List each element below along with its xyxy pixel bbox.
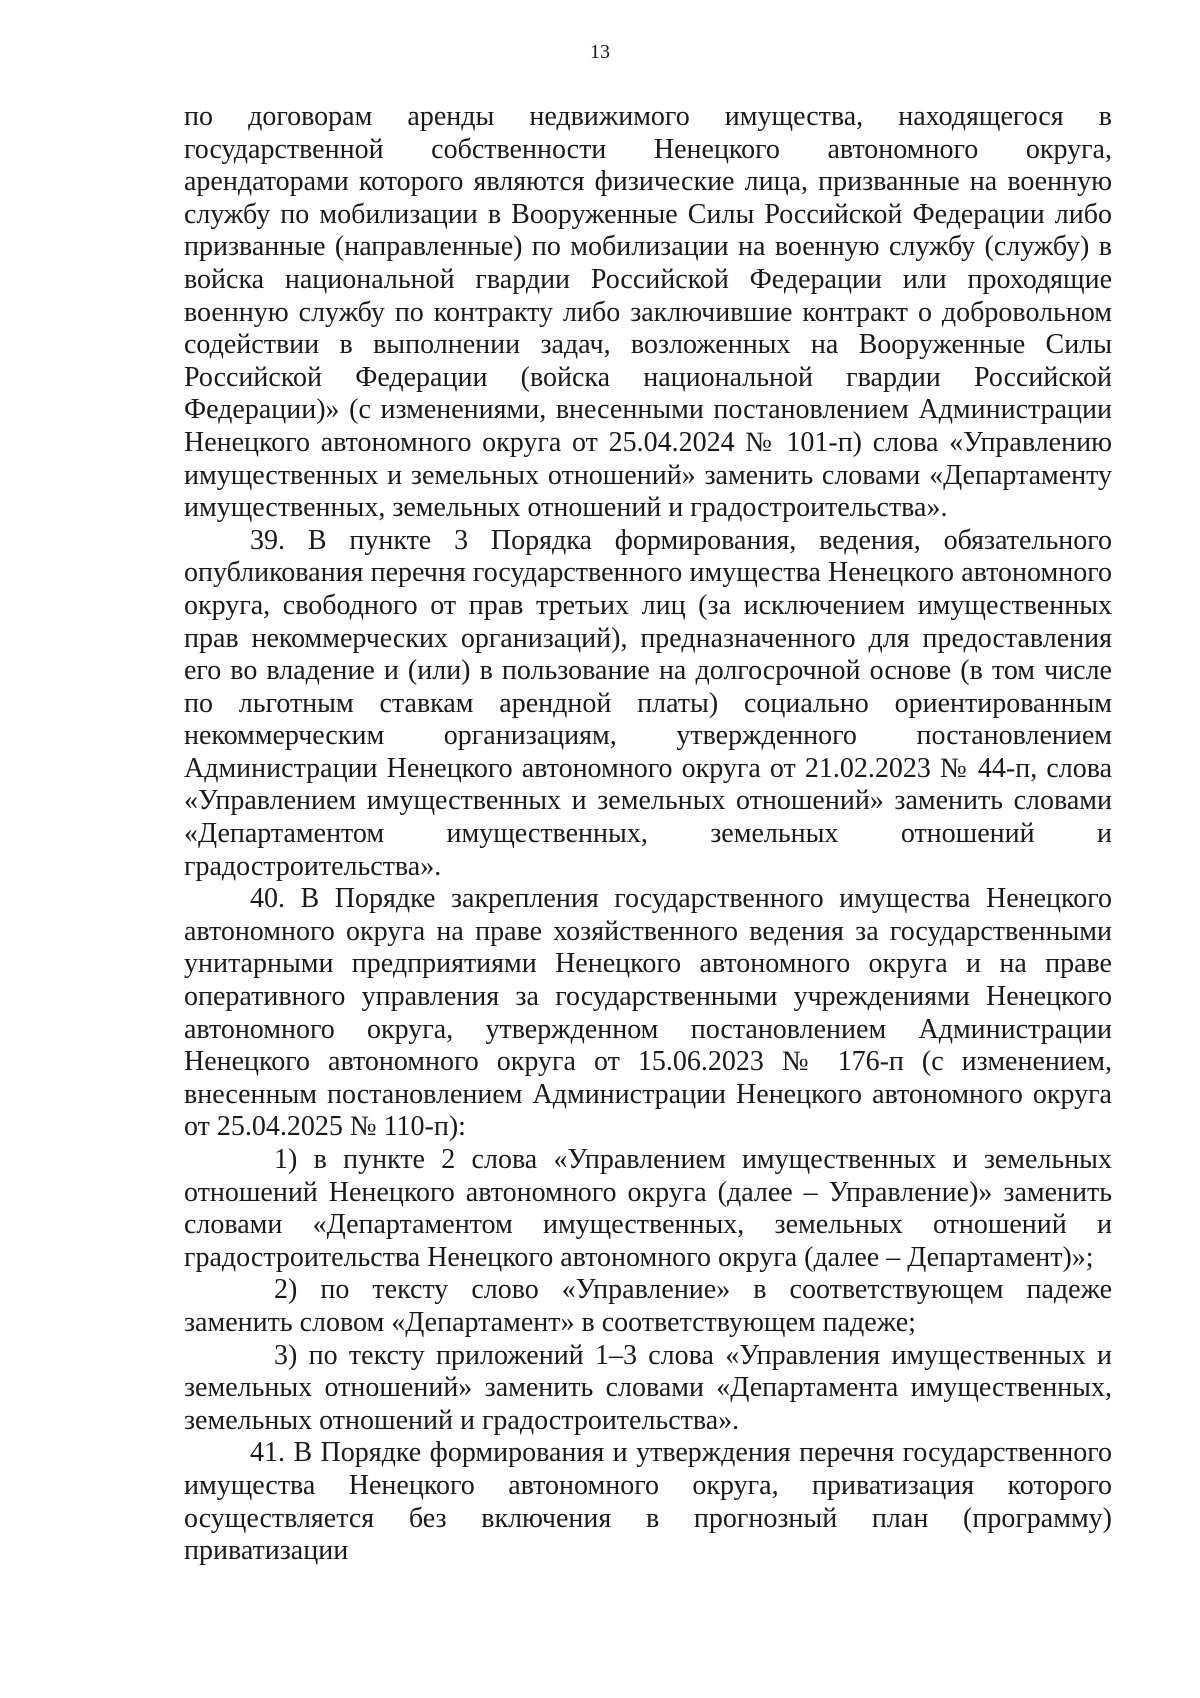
- paragraph-39: 39. В пункте 3 Порядка формирования, ведения, обязательного опубликования перечня государственного имущества Ненецкого автономного округа, свободного от прав третьих лиц (за исключением имущественных прав некоммерческих организаций), предназначенного для предоставления его во владение и (или) в пользование на долгосрочной основе (в том числе по льготным ставкам арендной платы) социально ориентированным некоммерческим организациям, утвержденного постановлением Администрации Ненецкого автономного округа от 21.02.2023 № 44-п, слова «Управлением имущественных и земельных отношений» заменить словами «Департаментом имущественных, земельных отношений и градостроительства».: [184, 524, 1112, 882]
- paragraph-41: 41. В Порядке формирования и утверждения перечня государственного имущества Ненецкого автономного округа, приватизация которого осуществляется без включения в прогнозный план (программу) приватизации: [184, 1437, 1112, 1567]
- paragraph-40-item-2: 2) по тексту слово «Управление» в соответствующем падеже заменить словом «Департамент» в соответствующем падеже;: [184, 1274, 1112, 1338]
- paragraph-40-item-3: 3) по тексту приложений 1–3 слова «Управления имущественных и земельных отношений» заменить словами «Департамента имущественных, земельных отношений и градостроительства».: [184, 1339, 1112, 1436]
- document-body: [184, 101, 1112, 1568]
- paragraph-40-item-1: 1) в пункте 2 слова «Управлением имущественных и земельных отношений Ненецкого автономного округа (далее – Управление)» заменить словами «Департаментом имущественных, земельных отношений и градостроительства Ненецкого автономного округа (далее – Департамент)»;: [184, 1144, 1112, 1273]
- paragraph-40: 40. В Порядке закрепления государственного имущества Ненецкого автономного округа на праве хозяйственного ведения за государственными унитарными предприятиями Ненецкого автономного округа и на праве оперативного управления за государственными учреждениями Ненецкого автономного округа, утвержденном постановлением Администрации Ненецкого автономного округа от 15.06.2023 № 176-п (с изменением, внесенным постановлением Администрации Ненецкого автономного округа от 25.04.2025 № 110-п):: [184, 883, 1112, 1143]
- page-number: 13: [590, 41, 610, 63]
- paragraph-38-continuation: по договорам аренды недвижимого имущества, находящегося в государственной собственности Ненецкого автономного округа, арендаторами которого являются физические лица, призванные на военную службу по мобилизации в Вооруженные Силы Российской Федерации либо призванные (направленные) по мобилизации на военную службу (службу) в войска национальной гвардии Российской Федерации или проходящие военную службу по контракту либо заключившие контракт о добровольном содействии в выполнении задач, возложенных на Вооруженные Силы Российской Федерации (войска национальной гвардии Российской Федерации)» (с изменениями, внесенными постановлением Администрации Ненецкого автономного округа от 25.04.2024 № 101-п) слова «Управлению имущественных и земельных отношений» заменить словами «Департаменту имущественных, земельных отношений и градостроительства».: [184, 101, 1112, 524]
